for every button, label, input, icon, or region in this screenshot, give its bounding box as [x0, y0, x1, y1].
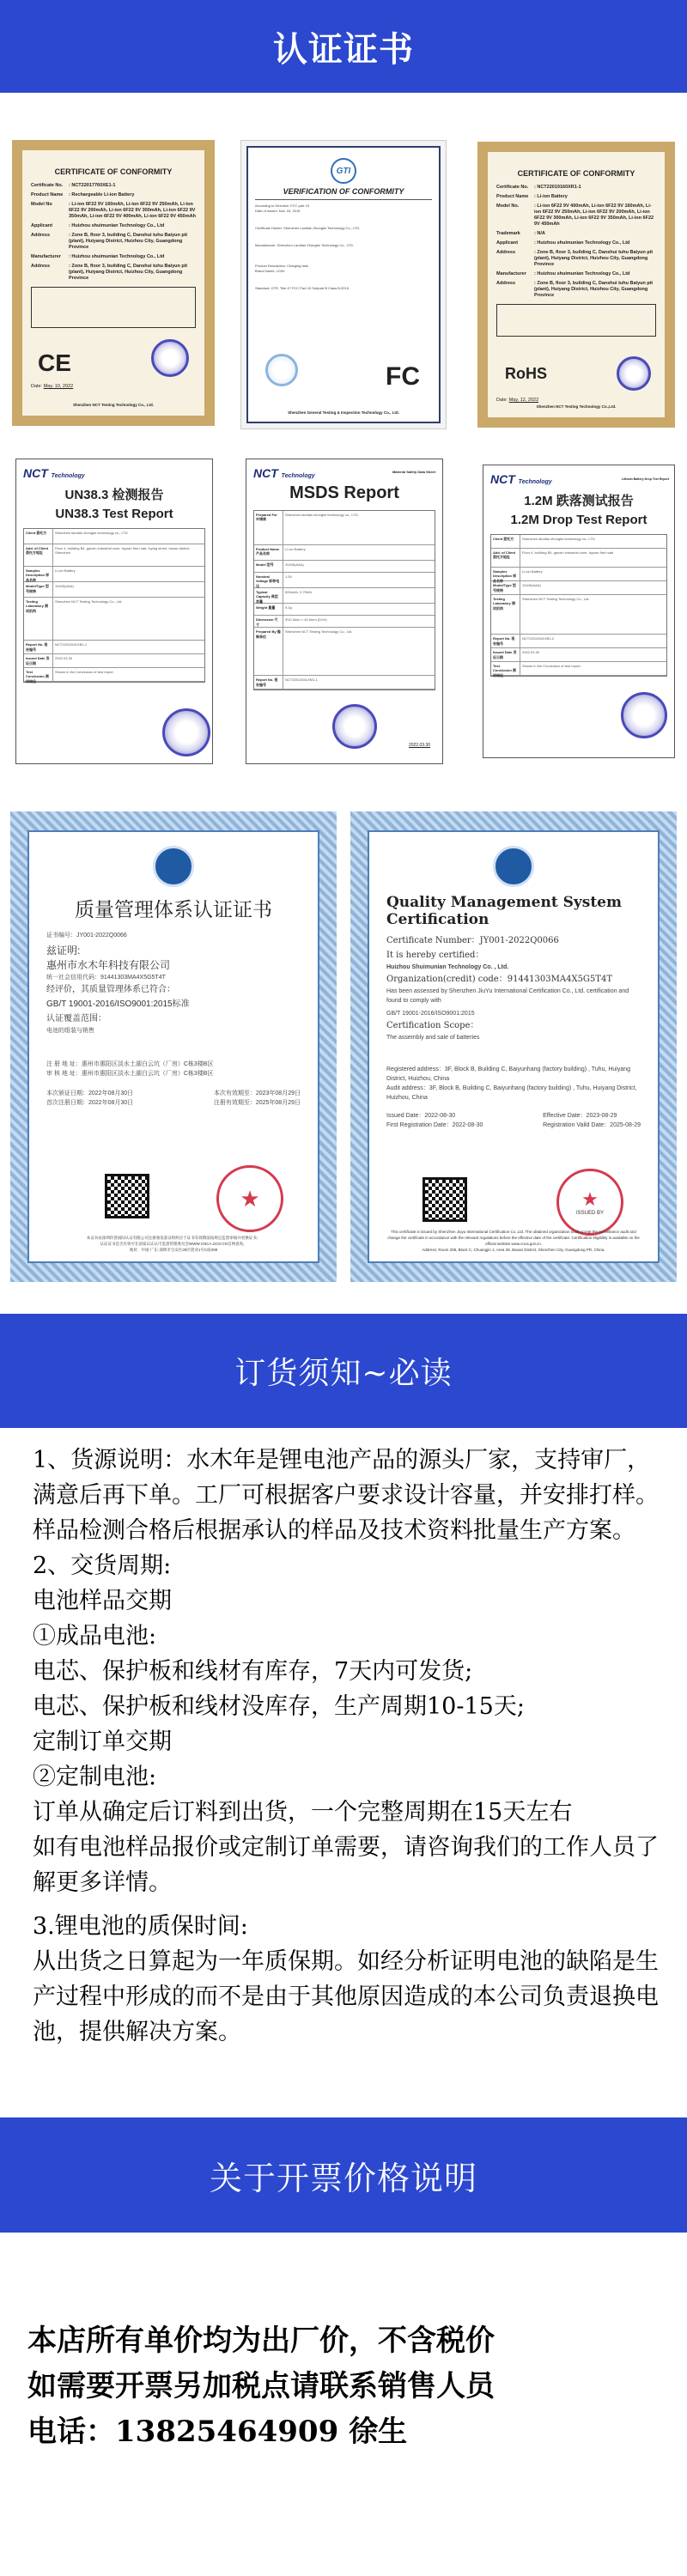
report-row: [491, 595, 666, 635]
quality-cert-en: [350, 811, 677, 1282]
row-value: NCT22012541XB1-2: [522, 636, 555, 641]
report-row: [491, 568, 666, 581]
standard: GB/T 19001-2016/ISO9001:2015: [386, 1011, 475, 1017]
field-label: Address: [496, 250, 516, 255]
row-label: Test Conclusion 测试结论: [491, 662, 520, 675]
field-row: [496, 271, 656, 277]
date-value: May. 10, 2022: [43, 384, 74, 389]
row-label: Prepared For 申请商: [254, 511, 283, 544]
company-name: 惠州市水木年科技有限公司: [46, 959, 171, 971]
row-value: Shenzhen landian zhongke technology co., LTD: [55, 531, 128, 535]
report-row: [491, 648, 666, 662]
notice-paragraph: 1、货源说明：水木年是锂电池产品的源头厂家，支持审厂，满意后再下单。工厂可根据客户要求设计容量，并安排打样。样品检测合格后根据承认的样品及技术资料批量生产方案。: [33, 1447, 659, 1544]
row-label: Client 委托方: [24, 529, 53, 544]
contact-phone[interactable]: 电话：13825464909 徐生: [27, 2415, 408, 2449]
report-row: [254, 676, 435, 690]
certificate-title: CERTIFICATE OF CONFORMITY: [517, 169, 635, 178]
first-registration-date: 首次注册日期：2022年08月30日: [46, 1100, 134, 1106]
invoice-line: 如需要开票另加税点请联系销售人员: [27, 2369, 495, 2403]
cert-line: Date of issued: Nov. 03, 2015: [255, 209, 301, 213]
report-title-en: MSDS Report: [289, 483, 399, 502]
row-label: Test Conclusion 测试结论: [24, 668, 53, 681]
report-title-cn: UN38.3 检测报告: [64, 488, 164, 502]
row-value: 10440(AAA): [55, 584, 74, 588]
valid-until: Effective Date：2023-08-29: [543, 1113, 617, 1119]
notice-paragraph: 电芯、保护板和线材没库存，生产周期10-15天;: [33, 1693, 525, 1720]
field-label: Product Name: [496, 194, 529, 199]
field-label: Model No.: [496, 204, 520, 209]
red-stamp-icon: ★ ISSUED BY: [556, 1169, 623, 1236]
red-stamp-icon: ★: [216, 1165, 283, 1232]
cert-line: Certificate Holder: Shenzhen Landian Zhongke Technology Co., LTD.: [255, 226, 361, 230]
field-label: Address: [496, 281, 516, 286]
cert-footer: [385, 1229, 642, 1253]
row-value: Shown in the Conclusion of test report.: [55, 670, 114, 674]
audit-address: Audit address：3F, Block B, Building C, Baiyunhang (factory building) , Tuhu, Huiyang District, Huizhou, China: [386, 1085, 637, 1101]
brand-sub: Technology: [518, 479, 552, 485]
scope: The assembly and sale of batteries: [386, 1035, 480, 1041]
date-row: [496, 398, 538, 404]
row-value: Li-ion Battery: [285, 547, 306, 551]
row-label: Weight 重量: [254, 604, 283, 615]
report-row: [254, 616, 435, 628]
report-title-cn: 1.2M 跌落测试报告: [524, 494, 634, 508]
qr-code-icon: [423, 1177, 467, 1222]
field-label: Manufacturer: [31, 254, 61, 259]
notice-paragraph: ②定制电池:: [33, 1764, 157, 1790]
brand-sub: Technology: [281, 473, 315, 479]
cert-number: 证书编号：JY001-2022Q0066: [46, 933, 127, 939]
seal-icon: [151, 339, 189, 377]
row-label: Product Name 产品名称: [254, 545, 283, 560]
report-row: [24, 529, 204, 544]
hereby: It is hereby certified：: [386, 951, 484, 960]
section-banner-certificates: [0, 0, 687, 93]
issuer: Shenzhen NCT Testing Technology Co., Ltd.: [72, 403, 155, 407]
credit-code: 统一社会信用代码：91441303MA4X5G5T4T: [46, 975, 166, 981]
section-banner-order-notice: [0, 1314, 687, 1428]
row-value: Li-ion Battery: [522, 569, 543, 574]
cert-line: Manufacturer: Shenzhen Landian Zhongke Technology Co., LTD.: [255, 243, 355, 247]
report-row: [254, 588, 435, 604]
field-value: : Zone B, floor 3, building C, Danshui tuhu Baiyun pit (plant), Huiyang District, Huizhou City, Guangdong Province: [534, 250, 654, 267]
issue-date: Issued Date：2022-08-30: [386, 1113, 456, 1119]
field-row: [496, 231, 656, 237]
date-label: Date:: [496, 398, 508, 403]
report-row: [491, 535, 666, 549]
report-title-en: 1.2M Drop Test Report: [510, 513, 647, 527]
row-value: Shenzhen NCT Testing Technology Co., Ltd.: [522, 597, 590, 601]
field-row: [31, 223, 196, 229]
field-value: : Zone B, floor 3, building C, Danshui tuhu Baiyun pit (plant), Huiyang District, Huizhou City, Guangdong Province: [69, 264, 188, 281]
assessed: Has been assessed by Shenzhen JiuYu International Certification Co., Ltd. certification and found to comply with: [386, 988, 629, 1004]
report-row: [254, 628, 435, 676]
row-label: Model 型号: [254, 561, 283, 572]
date-row: [31, 384, 73, 390]
row-value: NCT22012541XM1-1: [285, 677, 318, 682]
certification-logo-icon: [493, 846, 534, 887]
row-value: 1.5V: [285, 574, 293, 579]
row-label: Issued Date 发证日期: [24, 654, 53, 667]
invoice-text: [27, 2318, 672, 2455]
field-value: : N/A: [534, 231, 545, 236]
notice-paragraph: 定制订单交期: [33, 1728, 172, 1755]
test-standards-table: [31, 287, 196, 328]
report-row: [254, 573, 435, 588]
seal-icon: [621, 692, 667, 738]
row-value: NCT22012541XB1-1: [55, 642, 88, 647]
report-row: [254, 511, 435, 545]
footer-line: Address: Room 208, Block C, Chuangjin 1, Area 28, Baoan District, Shenzhen City, Guangdong PR, China.: [422, 1248, 605, 1252]
company-name: Huizhou Shuimunian Technology Co. , Ltd.: [386, 964, 509, 970]
date-value: May. 12, 2022: [508, 398, 539, 403]
report-table: [490, 534, 667, 677]
certificate-title: CERTIFICATE OF CONFORMITY: [54, 167, 173, 176]
field-row: [31, 202, 196, 220]
row-label: Add. of Client 委托方地址: [491, 549, 520, 567]
scope-label: 认证覆盖范围：: [46, 1014, 106, 1024]
un383-report: [15, 459, 213, 764]
report-row: [254, 561, 435, 573]
report-row: [254, 545, 435, 561]
cert-line: Standard: CFR, Title 47 FCC Part 15 Subpart B Class B:2015: [255, 286, 349, 290]
field-row: [496, 185, 656, 191]
field-label: Address: [31, 264, 51, 269]
cert-line: Brand Name: LDZK: [255, 269, 285, 273]
row-label: Testing Laboratory 测试机构: [24, 598, 53, 640]
row-value: Shenzhen NCT Testing Technology Co., Ltd.: [55, 599, 123, 604]
row-value: Shenzhen landian zhongke technology co., LTD: [522, 537, 595, 541]
field-value: : NCT22017760XE1-1: [69, 183, 116, 188]
row-value: Floor 4, building B4, gaoxin industrial zone, fuyuan first road, fuying street, baoan district, Shenzhen: [55, 546, 191, 555]
field-value: : Huizhou shuimunian Technology Co., Ltd: [534, 240, 630, 246]
field-value: : NCT22019160XR1-1: [534, 185, 581, 190]
row-value: 500mAh, 0.75Wh: [285, 590, 312, 594]
date-label: Date:: [31, 384, 43, 389]
report-row: [24, 654, 204, 668]
report-row: [24, 641, 204, 654]
order-notice-text: [33, 1443, 660, 2050]
brand-name: NCT: [490, 472, 515, 486]
field-row: [31, 264, 196, 282]
drop-test-report: [483, 465, 675, 758]
hereby: 兹证明:: [46, 945, 81, 957]
cert-title: 质量管理体系认证证书: [75, 899, 272, 921]
field-row: [496, 250, 656, 268]
field-value: : Li-ion Battery: [534, 194, 568, 199]
row-label: Report No. 报告编号: [491, 635, 520, 647]
report-title-en: UN38.3 Test Report: [55, 507, 173, 521]
test-standards-table: [496, 304, 656, 337]
rohs-certificate: [477, 142, 675, 428]
row-label: Nominal Voltage 标称电压: [254, 573, 283, 587]
banner-title: 关于开票价格说明: [209, 2159, 477, 2197]
row-value: 9.2g: [285, 605, 292, 610]
certification-logo-icon: [153, 846, 194, 887]
registration-valid-date: Registration Vaild Date：2025-08-29: [543, 1122, 641, 1128]
invoice-line: 本店所有单价均为出厂价，不含税价: [27, 2324, 495, 2358]
nct-logo: [23, 466, 205, 480]
credit-code: Organization(credit) code：91441303MA4X5G5T4T: [386, 975, 612, 984]
assessed: 经评价，其质量管理体系已符合：: [46, 985, 175, 994]
notice-paragraph: ①成品电池:: [33, 1623, 157, 1649]
report-table: [253, 510, 435, 690]
issue-date: 本次颁证日期：2022年08月30日: [46, 1091, 134, 1097]
seal-icon: [162, 708, 210, 756]
msds-report: [246, 459, 443, 764]
row-value: Shown in the Conclusion of test report.: [522, 664, 581, 668]
field-value: : Huizhou shuimunian Technology Co., Ltd: [534, 271, 630, 276]
field-label: Model No: [31, 202, 52, 207]
brand-name: NCT: [253, 466, 278, 480]
scope-label: Certification Scope：: [386, 1021, 479, 1030]
report-row: [24, 544, 204, 567]
field-label: Applicant: [31, 223, 53, 228]
row-label: Report No. 报告编号: [254, 676, 283, 689]
footer-line: 认证证书是否有效可在国家认证认可监督管理委员会WWW.CNCA.GOV.CN官网查询。: [100, 1242, 247, 1246]
standard: GB/T 19001-2016/ISO9001:2015标准: [46, 999, 190, 1009]
brand-name: NCT: [23, 466, 48, 480]
header-note: Lithium Battery Drop Test Report: [622, 477, 669, 481]
row-value: Φ10.3mm × 44.5mm (D×H): [285, 617, 327, 622]
row-label: Issued Date 发证日期: [491, 648, 520, 661]
issuer: Shenzhen NCT Testing Technology Co.,Ltd.: [536, 404, 617, 409]
report-row: [24, 668, 204, 682]
registered-address: 注 册 地 址：惠州市惠阳区淡水土湖白云坑（厂房）C栋3楼B区: [46, 1061, 214, 1067]
field-row: [496, 281, 656, 299]
row-label: Testing Laboratory 测试机构: [491, 595, 520, 634]
ce-mark-icon: CE: [38, 349, 71, 376]
footer-line: 地址：中国·广东·深圳市宝安区28区创业1号C座208: [129, 1248, 218, 1252]
certificate-title: VERIFICATION OF CONFORMITY: [255, 187, 432, 200]
warranty-body: 从出货之日算起为一年质保期。如经分析证明电池的缺陷是生产过程中形成的而不是由于其他原因造成的本公司负责退换电池，提供解决方案。: [33, 1948, 659, 2045]
fcc-mark-icon: FC: [386, 362, 420, 391]
field-label: Manufacturer: [496, 271, 526, 276]
row-label: Model/Type 型号规格: [491, 581, 520, 594]
row-value: 10440(AAA): [522, 583, 541, 587]
notice-paragraph: 如有电池样品报价或定制订单需要，请咨询我们的工作人员了解更多详情。: [33, 1834, 659, 1896]
report-row: [491, 549, 666, 568]
notice-paragraph: 电芯、保护板和线材有库存，7天内可发货;: [33, 1658, 473, 1685]
seal-icon: [617, 356, 651, 391]
field-row: [31, 254, 196, 260]
row-value: 2022.03.30: [55, 656, 73, 660]
cert-footer: [45, 1235, 302, 1253]
qr-code-icon: [105, 1174, 149, 1218]
banner-title: 认证证书: [273, 28, 414, 70]
footer-line: This certificate is issued by Shenzhen Jiuyu International Certification Co.,Ltd. The obtained organization shall accept the surveillance audit and change the certificate in accordance with the relevant regulations before the effective date of the certificate. Certification eligibility is available on the official website www.cnca.gov.cn.: [387, 1230, 640, 1246]
field-row: [496, 240, 656, 246]
field-label: Certificate No.: [31, 183, 64, 188]
notice-paragraph: 2、交货周期:: [33, 1552, 172, 1579]
fcc-certificate: [240, 140, 447, 429]
field-row: [496, 204, 656, 228]
field-value: : Huizhou shuimunian Technology Co., Ltd: [69, 254, 165, 259]
row-label: Dimension 尺寸: [254, 616, 283, 627]
footer-line: 本证书由深圳玖誉国际认证有限公司注册颁发获证组织应于证书有效期前按规定监督审核并更换证书；: [86, 1236, 261, 1240]
row-label: Report No. 报告编号: [24, 641, 53, 653]
field-row: [496, 194, 656, 200]
field-row: [31, 192, 196, 198]
row-label: Typical Capacity 典型容量: [254, 588, 283, 603]
field-label: Certificate No.: [496, 185, 529, 190]
report-row: [24, 567, 204, 582]
section-banner-invoice: [0, 2117, 687, 2233]
row-value: 2022.03.30: [522, 650, 540, 654]
report-row: [491, 635, 666, 648]
ce-certificate: [12, 140, 215, 426]
report-row: [491, 662, 666, 676]
row-label: Add. of Client 委托方地址: [24, 544, 53, 566]
header-note: Material Safety Data Sheet: [392, 470, 435, 474]
notice-paragraph: 电池样品交期: [33, 1588, 172, 1614]
field-label: Address: [31, 233, 51, 238]
report-row: [24, 582, 204, 598]
report-row: [491, 581, 666, 595]
row-value: 10440(AAA): [285, 562, 304, 567]
row-value: Li-ion Battery: [55, 568, 76, 573]
valid-until: 本次有效期至：2023年08月29日: [213, 1091, 301, 1097]
gti-seal-icon: [265, 354, 298, 386]
row-label: Client 委托方: [491, 535, 520, 548]
banner-title: 订货须知~必读: [234, 1356, 453, 1391]
quality-cert-cn: [10, 811, 337, 1282]
field-row: [31, 183, 196, 189]
field-value: : Huizhou shuimunian Technology Co., Ltd: [69, 223, 165, 228]
dates-row: [46, 1089, 301, 1108]
seal-icon: [332, 704, 377, 749]
field-label: Trademark: [496, 231, 520, 236]
field-value: : Rechargeable Li-ion Battery: [69, 192, 135, 197]
field-value: : Li-ion 6F22 9V 400mAh, Li-ion 6F22 9V 160mAh, Li-ion 6F22 9V 250mAh, Li-ion 6F22 9V 200mAh, Li-ion 6F22 9V 300mAh, Li-ion 6F22 9V 350mAh, Li-ion 6F22 9V 450mAh: [534, 204, 654, 227]
row-value: Shenzhen landian zhongke technology co., LTD: [285, 513, 358, 517]
field-row: [31, 233, 196, 251]
cert-line: According to Directive: FCC part 15: [255, 204, 309, 208]
gti-logo-icon: GTI: [331, 158, 356, 184]
field-value: : Li-ion 6F22 9V 160mAh, Li-ion 6F22 9V 250mAh, Li-ion 6F22 9V 200mAh, Li-ion 6F22 9V 300mAh, Li-ion 6F22 9V 350mAh, Li-ion 6F22 9V 400mAh, Li-ion 6F22 9V 450mAh: [69, 202, 196, 219]
row-label: Samples Description 样品名称: [24, 567, 53, 581]
dates-row: [386, 1111, 641, 1130]
scope: 电池的组装与销售: [46, 1028, 94, 1034]
row-label: Prepared By 编制单位: [254, 628, 283, 675]
cert-number: Certificate Number：JY001-2022Q0066: [386, 936, 559, 945]
report-row: [24, 598, 204, 641]
notice-paragraph: 订单从确定后订料到出货，一个完整周期在15天左右: [33, 1799, 573, 1826]
row-label: Model/Type 型号规格: [24, 582, 53, 597]
field-label: Product Name: [31, 192, 64, 197]
field-value: : Zone B, floor 3, building C, Danshui tuhu Baiyun pit (plant), Huiyang District, Huizhou City, Guangdong Province: [534, 281, 654, 298]
warranty-title: 3.锂电池的质保时间:: [33, 1913, 248, 1940]
row-label: Samples Description 样品名称: [491, 568, 520, 580]
registration-valid-date: 注册有效期至：2025年08月29日: [213, 1100, 301, 1106]
row-value: Shenzhen NCT Testing Technology Co., Ltd.: [285, 629, 353, 634]
registered-address: Registered address：3F, Block B, Building C, Baiyunhang (factory building) , Tuhu, Huiyang District, Huizhou, China: [386, 1066, 631, 1082]
report-table: [23, 528, 205, 683]
cert-title: Quality Management System Certification: [386, 894, 622, 928]
first-registration-date: First Registration Date：2022-08-30: [386, 1122, 483, 1128]
field-label: Applicant: [496, 240, 519, 246]
issue-date: 2022.03.30: [408, 743, 430, 748]
cert-line: Product Description: Charging tank: [255, 264, 309, 268]
row-value: Floor 4, building B4, gaoxin industrial zone, fuyuan first road: [522, 550, 614, 555]
audit-address: 审 核 地 址：惠州市惠阳区淡水土湖白云坑（厂房）C栋3楼B区: [46, 1071, 214, 1077]
report-row: [254, 604, 435, 616]
stamp-text: ISSUED BY: [575, 1211, 604, 1216]
brand-sub: Technology: [51, 473, 85, 479]
issuer: Shenzhen General Testing & Inspection Technology Co., Ltd.: [288, 410, 399, 415]
rohs-mark-icon: RoHS: [505, 365, 547, 382]
field-value: : Zone B, floor 3, building C, Danshui tuhu Baiyun pit (plant), Huiyang District, Huizhou City, Guangdong Province: [69, 233, 188, 250]
